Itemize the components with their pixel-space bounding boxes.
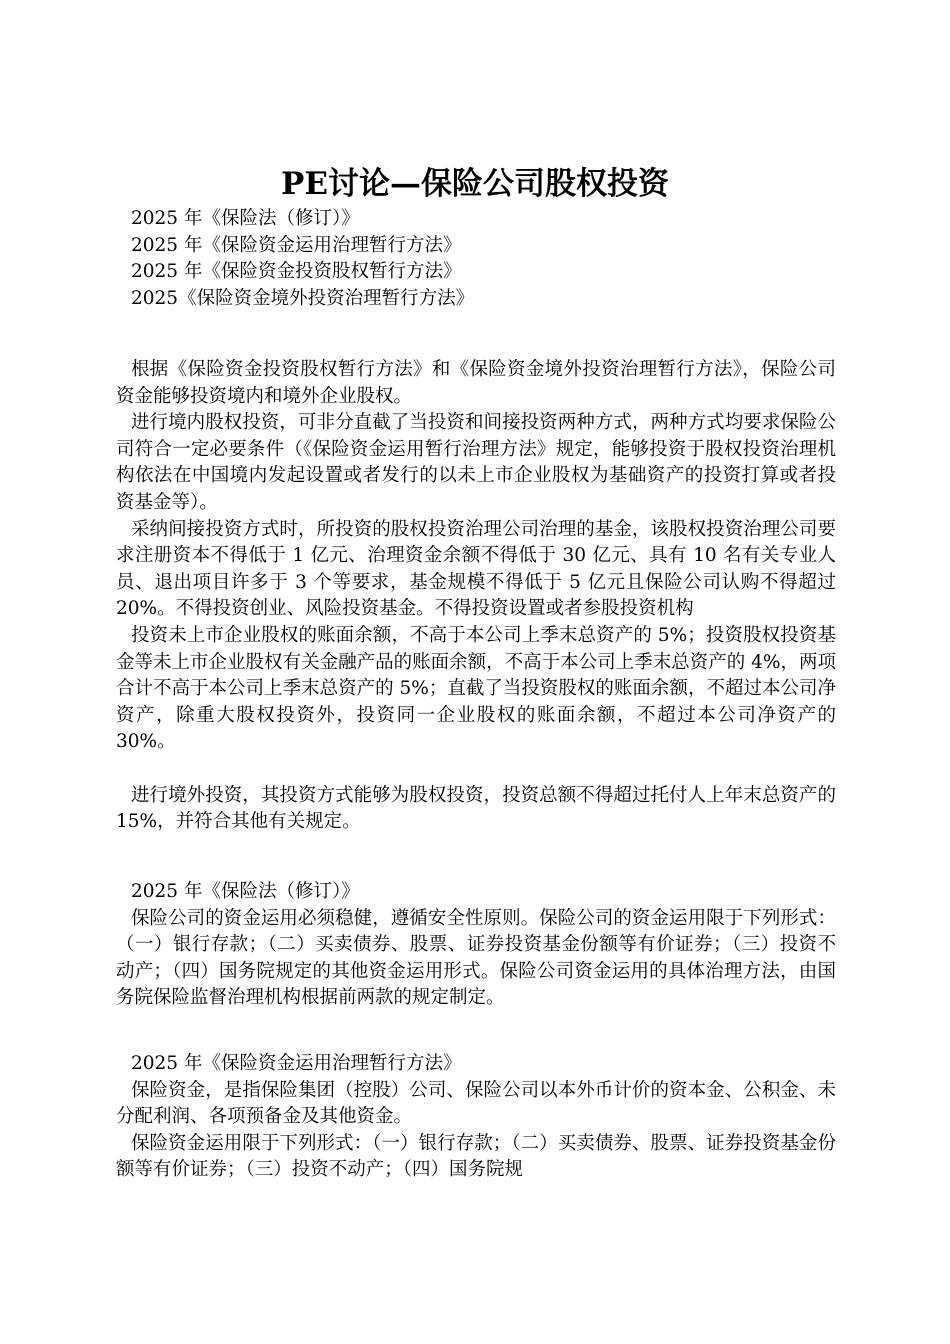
insurance-law-section bbox=[116, 879, 836, 1012]
intro-section bbox=[116, 357, 836, 836]
reference-item: 2025 年《保险资金运用治理暂行方法》 bbox=[131, 234, 462, 256]
reference-list bbox=[131, 206, 831, 312]
overseas-paragraph: 进行境外投资，其投资方式能够为股权投资，投资总额不得超过托付人上年末总资产的 15%，并符合其他有关规定。 bbox=[116, 784, 836, 833]
intro-paragraph: 进行境内股权投资，可非分直截了当投资和间接投资两种方式，两种方式均要求保险公司符合一定必要条件（《保险资金运用暂行治理方法》规定，能够投资于股权投资治理机构依法在中国境内发起设置或者发行的以未上市企业股权为基础资产的投资打算或者投资基金等）。 bbox=[116, 412, 836, 513]
reference-item: 2025 年《保险法（修订）》 bbox=[131, 208, 360, 229]
section-heading: 2025 年《保险法（修订）》 bbox=[131, 881, 360, 902]
section-paragraph: 保险公司的资金运用必须稳健，遵循安全性原则。保险公司的资金运用限于下列形式：（一）银行存款；（二）买卖债券、股票、证券投资基金份额等有价证券；（三）投资不动产；（四）国务院规定的其他资金运用形式。保险公司资金运用的具体治理方法，由国务院保险监督治理机构根据前两款的规定制定。 bbox=[116, 907, 836, 1009]
reference-item: 2025《保险资金境外投资治理暂行方法》 bbox=[131, 287, 475, 309]
spacer bbox=[116, 756, 836, 783]
section-paragraph: 保险资金运用限于下列形式：（一）银行存款；（二）买卖债券、股票、证券投资基金份额等有价证券；（三）投资不动产；（四）国务院规 bbox=[116, 1132, 836, 1181]
intro-paragraph: 投资未上市企业股权的账面余额，不高于本公司上季末总资产的 5%；投资股权投资基金等未上市企业股权有关金融产品的账面余额，不高于本公司上季末总资产的 4%，两项合计不高于本公司上季末总资产的 5%；直截了当投资股权的账面余额，不超过本公司净资产，除重大股权投资外，投资同一企业股权的账面余额，不超过本公司净资产的 30%。 bbox=[116, 624, 836, 753]
fund-use-section bbox=[116, 1051, 836, 1184]
section-paragraph: 保险资金，是指保险集团（控股）公司、保险公司以本外币计价的资本金、公积金、未分配利润、各项预备金及其他资金。 bbox=[116, 1079, 836, 1128]
page-title: PE讨论—保险公司股权投资 bbox=[281, 166, 669, 202]
intro-paragraph: 根据《保险资金投资股权暂行方法》和《保险资金境外投资治理暂行方法》，保险公司资金能够投资境内和境外企业股权。 bbox=[116, 359, 836, 407]
reference-item: 2025 年《保险资金投资股权暂行方法》 bbox=[131, 261, 462, 283]
section-heading: 2025 年《保险资金运用治理暂行方法》 bbox=[131, 1053, 462, 1074]
intro-paragraph: 采纳间接投资方式时，所投资的股权投资治理公司治理的基金，该股权投资治理公司要求注册资本不得低于 1 亿元、治理资金余额不得低于 30 亿元、具有 10 名有关专业人员、退出项目许多于 3 个等要求，基金规模不得低于 5 亿元且保险公司认购不得超过 20%。不得投资创业、风险投资基金。不得投资设置或者参股投资机构 bbox=[116, 518, 836, 620]
